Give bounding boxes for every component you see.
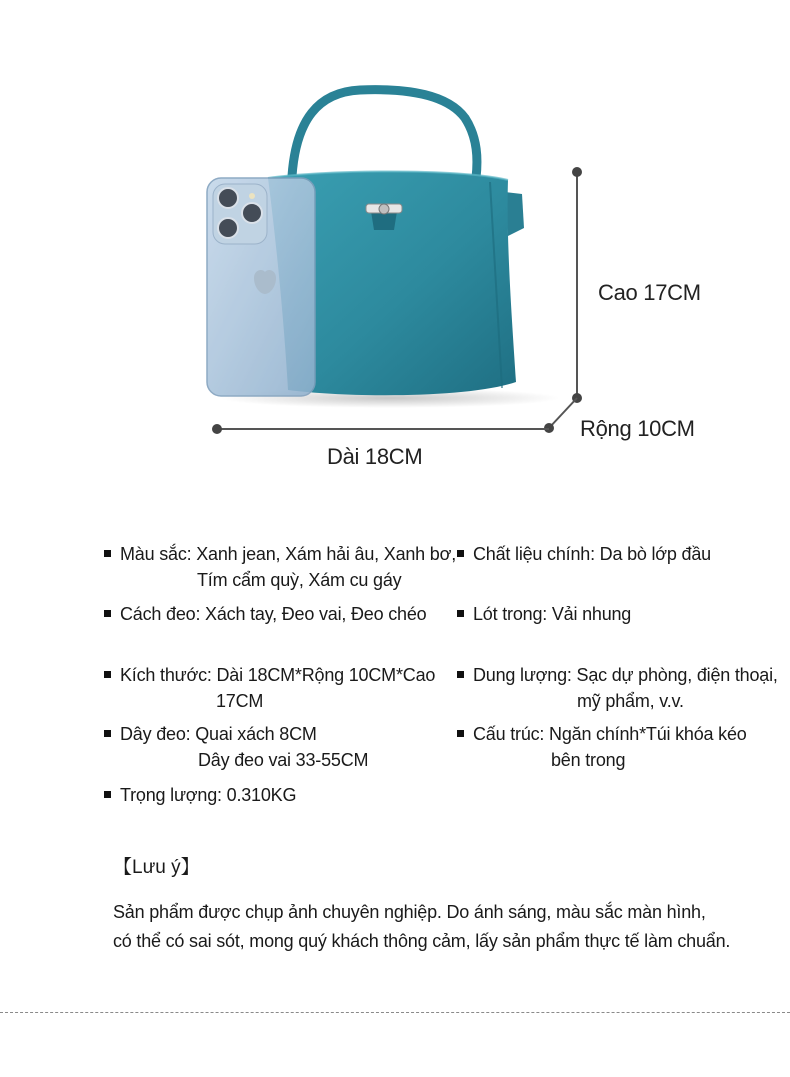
bullet-icon: [104, 671, 111, 678]
dashed-divider: [0, 1012, 790, 1013]
product-figure: [0, 0, 790, 500]
spec-weight-line1: Trọng lượng: 0.310KG: [120, 785, 297, 805]
spec-weight: [120, 782, 296, 808]
bullet-icon: [104, 610, 111, 617]
bullet-icon: [104, 550, 111, 557]
spec-structure-line2: bên trong: [551, 750, 626, 770]
spec-strap-line1: Dây đeo: Quai xách 8CM: [120, 724, 317, 744]
spec-structure-line1: Cấu trúc: Ngăn chính*Túi khóa kéo: [473, 724, 747, 744]
bullet-icon: [104, 791, 111, 798]
spec-size-line2: 17CM: [216, 691, 264, 711]
spec-color: [120, 541, 457, 590]
spec-strap-line2: Dây đeo vai 33-55CM: [198, 750, 369, 770]
length-dimension: [212, 424, 549, 434]
spec-carry: [120, 601, 426, 627]
height-label: Cao 17CM: [598, 280, 701, 305]
note-line-1: Sản phẩm được chụp ảnh chuyên nghiệp. Do ánh sáng, màu sắc màn hình,: [113, 902, 706, 922]
bullet-icon: [457, 671, 464, 678]
spec-lining: [473, 601, 631, 627]
note-line-2: có thể có sai sót, mong quý khách thông cảm, lấy sản phẩm thực tế làm chuẩn.: [113, 931, 731, 951]
note-body: [113, 898, 730, 956]
bullet-icon: [457, 550, 464, 557]
spec-size-line1: Kích thước: Dài 18CM*Rộng 10CM*Cao: [120, 665, 436, 685]
spec-material: [473, 541, 711, 567]
bullet-icon: [457, 730, 464, 737]
spec-strap: [120, 721, 369, 770]
spec-color-line1: Màu sắc: Xanh jean, Xám hải âu, Xanh bơ,: [120, 544, 457, 564]
phone-illustration: [207, 178, 315, 396]
depth-dimension: [544, 398, 577, 433]
note-title: 【Lưu ý】: [113, 857, 200, 878]
bullet-icon: [104, 730, 111, 737]
spec-capacity: [473, 662, 778, 711]
length-label: Dài 18CM: [327, 444, 423, 469]
spec-structure: [473, 721, 747, 770]
spec-color-line2: Tím cẩm quỳ, Xám cu gáy: [197, 570, 402, 590]
bag-handle: [292, 90, 477, 178]
depth-label: Rộng 10CM: [580, 416, 695, 441]
bullet-icon: [457, 610, 464, 617]
spec-material-line1: Chất liệu chính: Da bò lớp đầu: [473, 544, 711, 564]
spec-capacity-line1: Dung lượng: Sạc dự phòng, điện thoại,: [473, 665, 778, 685]
spec-size: [120, 662, 436, 711]
spec-lining-line1: Lót trong: Vải nhung: [473, 604, 632, 624]
spec-capacity-line2: mỹ phẩm, v.v.: [577, 691, 684, 711]
height-dimension: [572, 167, 582, 403]
spec-carry-line1: Cách đeo: Xách tay, Đeo vai, Đeo chéo: [120, 604, 427, 624]
